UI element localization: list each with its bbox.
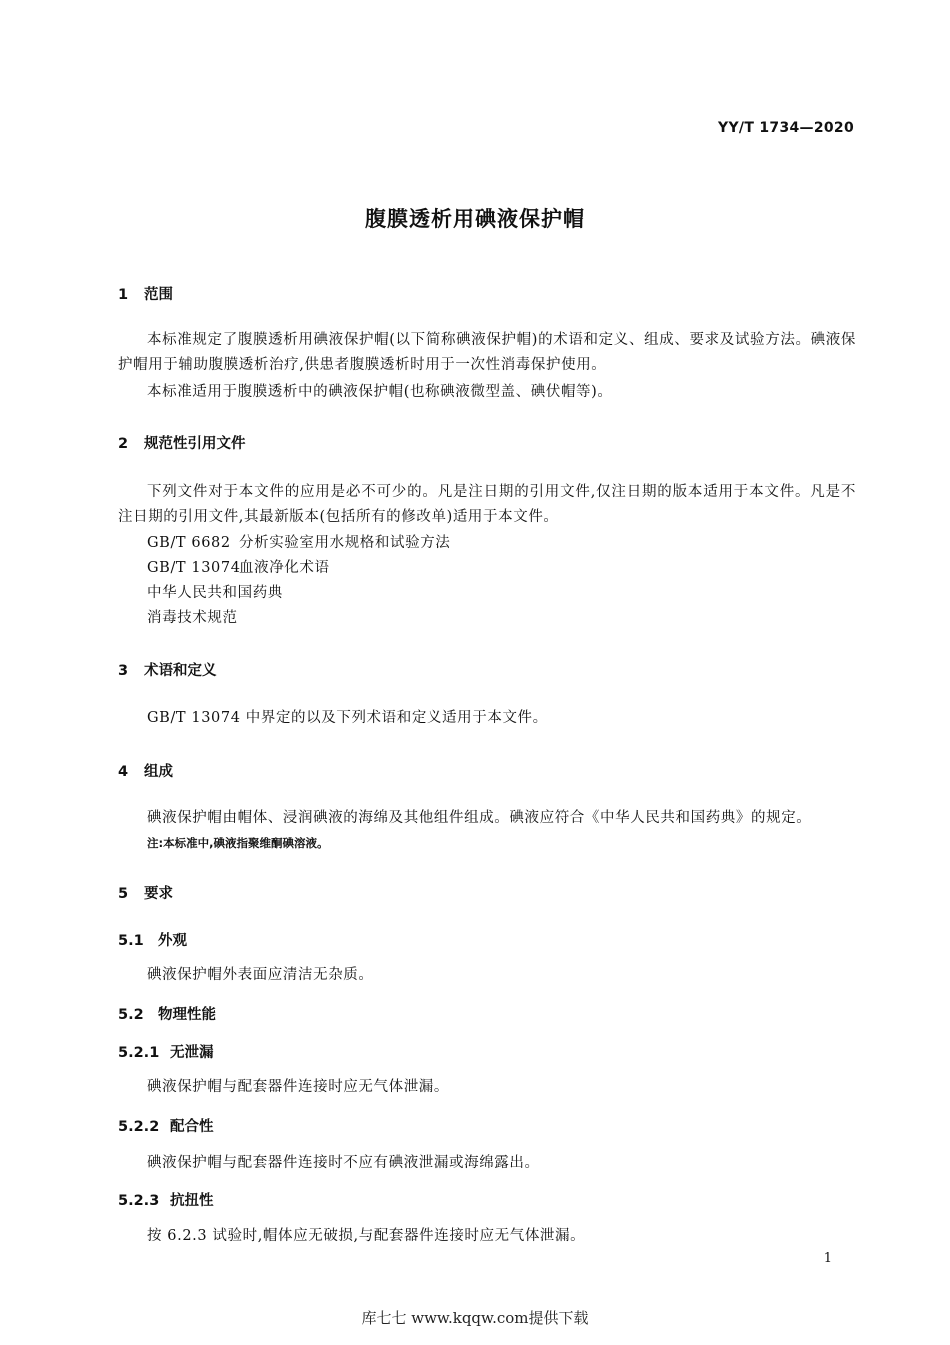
section-5-1-heading: 5.1 外观 [118,933,187,949]
page-number: 1 [823,1251,832,1266]
section-4-heading: 4 组成 [118,764,173,780]
section-5-2-3-heading: 5.2.3 抗扭性 [118,1193,214,1209]
section-4-note: 注:本标准中,碘液指聚维酮碘溶液。 [147,836,329,850]
footer-watermark: 库七七 www.kqqw.com提供下载 [361,1309,589,1327]
reference-item: GB/T 13074血液净化术语 [147,560,330,576]
section-2-heading: 2 规范性引用文件 [118,436,246,452]
standard-code: YY/T 1734—2020 [718,120,854,136]
section-5-2-2-heading: 5.2.2 配合性 [118,1119,214,1135]
section-3-heading: 3 术语和定义 [118,663,217,679]
section-5-heading: 5 要求 [118,886,173,902]
reference-item: GB/T 6682 分析实验室用水规格和试验方法 [147,535,451,551]
section-3-paragraph-1: GB/T 13074 中界定的以及下列术语和定义适用于本文件。 [147,710,548,726]
reference-item: 中华人民共和国药典 [147,585,283,601]
section-5-2-2-text: 碘液保护帽与配套器件连接时不应有碘液泄漏或海绵露出。 [147,1155,540,1171]
reference-item: 消毒技术规范 [147,610,238,626]
section-1-paragraph-1: 本标准规定了腹膜透析用碘液保护帽(以下简称碘液保护帽)的术语和定义、组成、要求及试验方法。碘液保护帽用于辅助腹膜透析治疗,供患者腹膜透析时用于一次性消毒保护使用。 [118,332,856,373]
section-1-paragraph-2: 本标准适用于腹膜透析中的碘液保护帽(也称碘液微型盖、碘伏帽等)。 [147,384,613,400]
section-2-paragraph-1: 下列文件对于本文件的应用是必不可少的。凡是注日期的引用文件,仅注日期的版本适用于本文件。凡是不注日期的引用文件,其最新版本(包括所有的修改单)适用于本文件。 [118,484,856,525]
section-4-paragraph-1: 碘液保护帽由帽体、浸润碘液的海绵及其他组件组成。碘液应符合《中华人民共和国药典》的规定。 [147,810,812,826]
section-5-2-3-text: 按 6.2.3 试验时,帽体应无破损,与配套器件连接时应无气体泄漏。 [147,1228,586,1244]
section-5-2-1-text: 碘液保护帽与配套器件连接时应无气体泄漏。 [147,1079,449,1095]
section-1-heading: 1 范围 [118,287,173,303]
section-5-2-heading: 5.2 物理性能 [118,1007,216,1023]
document-title: 腹膜透析用碘液保护帽 [365,207,585,231]
section-5-1-text: 碘液保护帽外表面应清洁无杂质。 [147,967,374,983]
section-5-2-1-heading: 5.2.1 无泄漏 [118,1045,214,1061]
